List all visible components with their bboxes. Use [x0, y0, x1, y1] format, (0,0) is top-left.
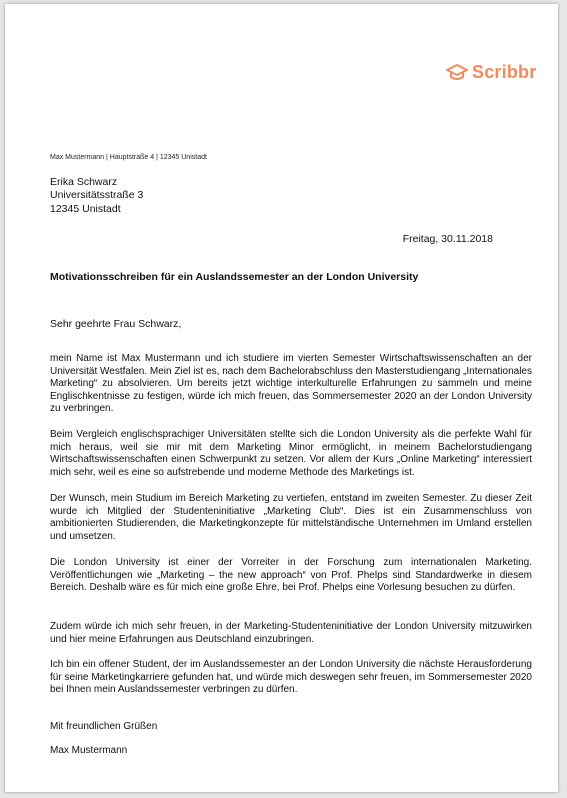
closing: Mit freundlichen Grüßen: [50, 721, 158, 732]
letter-subject: Motivationsschreiben für ein Auslandssemester an der London University: [50, 271, 419, 283]
graduation-cap-icon: [446, 64, 468, 82]
letter-date: Freitag, 30.11.2018: [402, 233, 493, 245]
scribbr-logo: [446, 62, 536, 83]
paragraph-6: Ich bin ein offener Student, der im Auslandssemester an der London University die nächste Herausforderung für seine Marketingkarriere gefunden hat, und würde mich deswegen sehr freuen, im Sommersemester 2020 bei Ihnen mein Auslandssemester verbringen zu dürfen.: [50, 659, 532, 695]
recipient-address: [50, 176, 143, 216]
recipient-street: Universitätsstraße 3: [50, 189, 144, 202]
logo-text: Scribbr: [472, 62, 537, 82]
paragraph-3: Der Wunsch, mein Studium im Bereich Marketing zu vertiefen, entstand im zweiten Semester. Zu dieser Zeit wurde ich Mitglied der Studenteninitiative „Marketing Club“. Dies ist ein Zusammenschluss von ambitionierten Studierenden, die Marketingkonzepte für mittelständische Unternehmen im Umland erstellen und umsetzen.: [50, 493, 532, 542]
paragraph-5: Zudem würde ich mich sehr freuen, in der Marketing-Studenteninitiative der London University mitzuwirken und hier meine Erfahrungen aus Deutschland einzubringen.: [50, 621, 532, 645]
recipient-name: Erika Schwarz: [50, 176, 118, 188]
paragraph-1: mein Name ist Max Mustermann und ich studiere im vierten Semester Wirtschaftswissenschaften an der Universität Westfalen. Mein Ziel ist es, nach dem Bachelorabschluss den Masterstudiengang „Internationales Marketing“ zu absolvieren. Um bereits jetzt wichtige interkulturelle Erfahrungen zu sammeln und meine Englischkentnisse zu festigen, würde ich mich freuen, das Sommersemester 2020 an der London University zu verbringen.: [50, 353, 532, 414]
letter-page: [5, 4, 558, 792]
paragraph-4: Die London University ist einer der Vorreiter in der Forschung zum internationalen Marketing. Veröffentlichungen wie „Marketing – the new approach“ von Prof. Phelps sind Standardwerke in diesem Bereich. Deshalb wäre es für mich eine große Ehre, bei Prof. Phelps eine Vorlesung besuchen zu dürfen.: [50, 557, 532, 593]
signature-name: Max Mustermann: [50, 745, 128, 756]
recipient-city: 12345 Unistadt: [50, 202, 121, 215]
paragraph-2: Beim Vergleich englischsprachiger Universitäten stellte sich die London University als die perfekte Wahl für mich heraus, weil sie mir mit dem Marketing Minor ermöglicht, in meinem Bachelorstudiengang Wirtschaftswissenschaften einen Schwerpunkt zu setzen. Vor allem der Kurs „Online Marketing“ interessiert mich sehr, weil es eine so aufstrebende und moderne Methode des Marketings ist.: [50, 429, 532, 478]
sender-address-line: Max Mustermann | Hauptstraße 4 | 12345 Unistadt: [50, 154, 207, 161]
salutation: Sehr geehrte Frau Schwarz,: [50, 318, 182, 330]
